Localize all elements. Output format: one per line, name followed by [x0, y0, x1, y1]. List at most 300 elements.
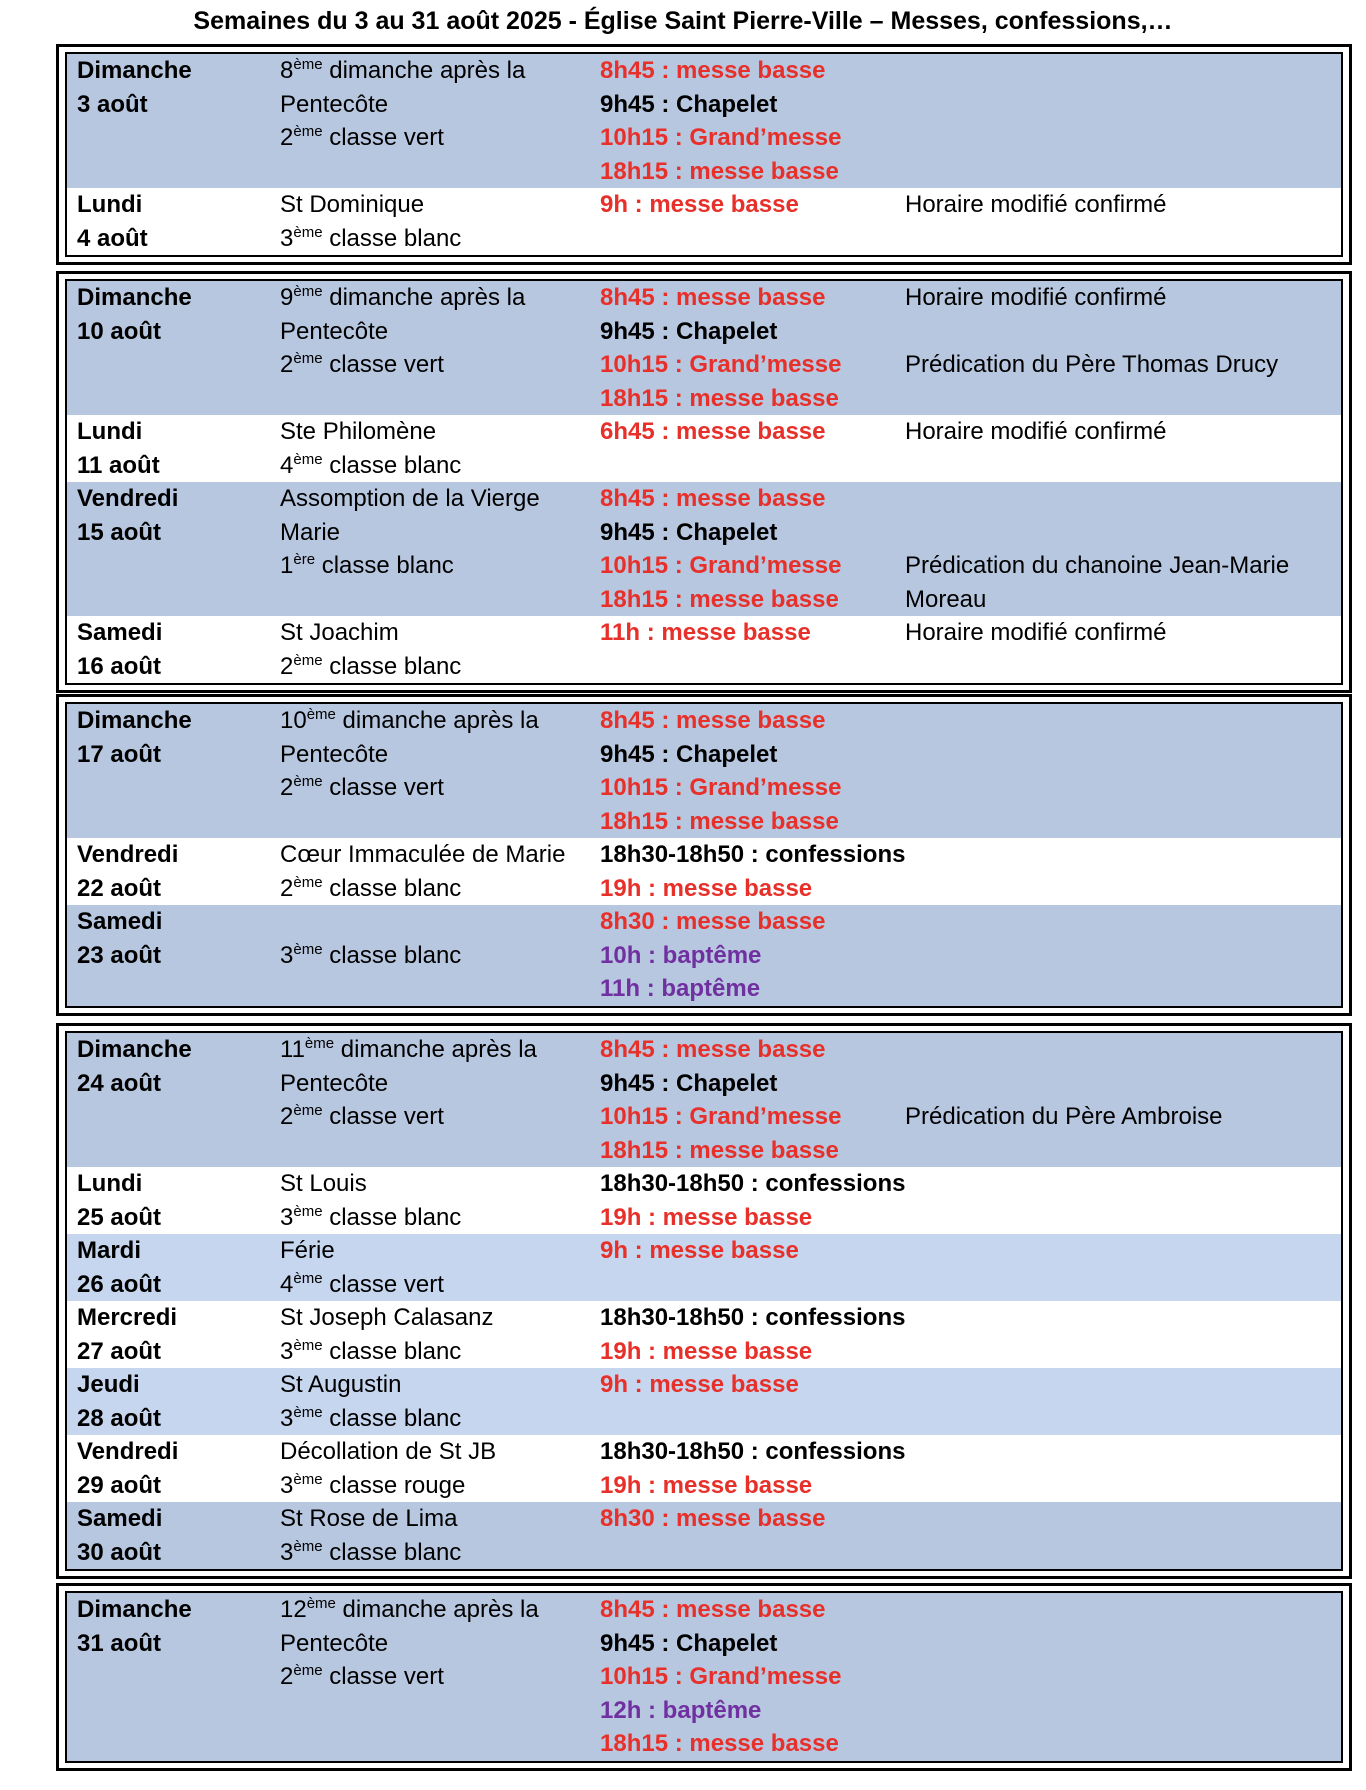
schedule-row: [67, 1167, 1341, 1234]
feast-text: dimanche après la: [322, 284, 526, 311]
feast-line: [280, 1033, 590, 1067]
day-date: 30 août: [77, 1538, 162, 1566]
times-cell: [590, 188, 895, 255]
day-date: 16 août: [77, 652, 162, 680]
note-text: [905, 482, 1341, 516]
feast-text: classe blanc: [322, 874, 462, 902]
feast-line: [280, 1368, 590, 1402]
schedule-row: [67, 616, 1341, 683]
week-table: [65, 1591, 1343, 1763]
day-name: Mercredi: [77, 1304, 178, 1331]
service-time: 18h30-18h50 : confessions: [600, 1438, 906, 1465]
notes-cell: [895, 1033, 1341, 1167]
feast-line: [280, 315, 590, 349]
notes-cell: [895, 704, 1341, 838]
feast-ordinal-suffix: ème: [293, 223, 323, 241]
feast-line: [280, 1067, 590, 1101]
feast-ordinal: 4: [280, 1270, 294, 1298]
feast-text: classe blanc: [322, 1203, 462, 1231]
feast-line: [280, 121, 590, 155]
times-cell: [590, 54, 895, 188]
feast-ordinal: 3: [280, 941, 294, 969]
service-time: 9h : messe basse: [600, 191, 799, 218]
feast-cell: [270, 1234, 590, 1301]
schedule-row: [67, 415, 1341, 482]
feast-text: dimanche après la: [335, 1596, 539, 1623]
day-cell: [67, 188, 270, 255]
schedule-row: [67, 1593, 1341, 1761]
day-date: 11 août: [77, 451, 160, 479]
feast-text: Pentecôte: [280, 740, 389, 768]
schedule-row: [67, 1502, 1341, 1569]
week-table: [65, 52, 1343, 257]
service-time: 10h15 : Grand’messe: [600, 1103, 842, 1130]
feast-text: classe blanc: [322, 941, 462, 969]
feast-ordinal-suffix: ème: [293, 1102, 323, 1119]
feast-ordinal: 3: [280, 1337, 294, 1365]
feast-line: [280, 1100, 590, 1134]
day-cell: [67, 1368, 270, 1435]
feast-text: Pentecôte: [280, 1629, 389, 1657]
feast-text: classe blanc: [315, 552, 454, 579]
service-time: 8h45 : messe basse: [600, 57, 826, 84]
times-cell: [590, 616, 895, 683]
feast-ordinal-suffix: ème: [293, 1537, 323, 1555]
notes-cell: [895, 1435, 1341, 1502]
day-name: Vendredi: [77, 841, 179, 868]
schedule-row: [67, 54, 1341, 188]
day-date: 17 août: [77, 740, 162, 768]
schedule-row: [67, 188, 1341, 255]
service-time: 9h45 : Chapelet: [600, 518, 778, 546]
feast-line: [280, 872, 590, 906]
feast-line: [280, 88, 590, 122]
week-block: [56, 271, 1352, 693]
day-name: Dimanche: [77, 1036, 192, 1063]
feast-line: [280, 222, 590, 256]
feast-text: classe vert: [322, 774, 444, 801]
feast-ordinal-suffix: ème: [293, 1336, 323, 1354]
feast-ordinal: 11: [280, 1036, 305, 1063]
feast-cell: [270, 482, 590, 616]
feast-text: classe blanc: [322, 1337, 462, 1365]
feast-ordinal-suffix: ème: [306, 706, 336, 723]
feast-line: [280, 738, 590, 772]
day-cell: [67, 616, 270, 683]
day-date: 28 août: [77, 1404, 162, 1432]
feast-ordinal-suffix: ème: [293, 1662, 323, 1679]
feast-line: [280, 771, 590, 805]
service-time: 19h : messe basse: [600, 1203, 813, 1231]
feast-ordinal: 3: [280, 1203, 294, 1231]
times-cell: [590, 838, 906, 905]
service-time: 11h : messe basse: [600, 619, 811, 646]
feast-cell: [270, 1368, 590, 1435]
feast-line: [280, 415, 590, 449]
day-cell: [67, 1234, 270, 1301]
page-title: Semaines du 3 au 31 août 2025 - Église Saint Pierre-Ville – Messes, confessions,…: [193, 7, 1173, 35]
feast-cell: [270, 616, 590, 683]
service-time: 18h30-18h50 : confessions: [600, 1170, 906, 1197]
feast-ordinal: 1: [280, 552, 294, 579]
service-time: 9h45 : Chapelet: [600, 317, 778, 345]
feast-line: [280, 449, 590, 483]
day-date: 29 août: [77, 1471, 162, 1499]
service-time: 8h30 : messe basse: [600, 1505, 826, 1532]
day-date: 31 août: [77, 1629, 162, 1657]
feast-ordinal-suffix: ème: [293, 1269, 323, 1287]
service-time: 12h : baptême: [600, 1696, 762, 1724]
day-cell: [67, 1167, 270, 1234]
feast-line: [280, 939, 590, 973]
feast-cell: [270, 838, 590, 905]
day-name: Samedi: [77, 1505, 163, 1532]
notes-cell: [895, 838, 1341, 905]
feast-line: [280, 838, 590, 872]
feast-ordinal: 4: [280, 451, 294, 479]
week-table: [65, 279, 1343, 685]
feast-line: [280, 1301, 590, 1335]
feast-ordinal-suffix: ème: [293, 350, 323, 367]
feast-line: [280, 1536, 590, 1570]
notes-cell: [895, 616, 1341, 683]
notes-cell: [895, 1368, 1341, 1435]
day-name: Dimanche: [77, 57, 192, 84]
note-text: Horaire modifié confirmé: [905, 418, 1167, 445]
day-name: Jeudi: [77, 1371, 140, 1398]
times-cell: [590, 1234, 895, 1301]
feast-ordinal-suffix: ème: [293, 450, 323, 468]
feast-text: classe blanc: [322, 224, 462, 252]
day-date: 25 août: [77, 1203, 162, 1231]
day-date: 27 août: [77, 1337, 162, 1365]
week-block: [56, 1023, 1352, 1579]
service-time: 18h15 : messe basse: [600, 1136, 839, 1164]
feast-ordinal-suffix: ème: [293, 773, 323, 790]
schedule-row: [67, 1301, 1341, 1368]
feast-text: Marie: [280, 518, 341, 546]
feast-line: [280, 482, 590, 516]
service-time: 9h45 : Chapelet: [600, 740, 778, 768]
feast-line: [280, 54, 590, 88]
times-cell: [590, 1033, 895, 1167]
day-name: Dimanche: [77, 1596, 192, 1623]
service-time: 8h45 : messe basse: [600, 485, 826, 512]
feast-ordinal-suffix: ème: [293, 873, 323, 891]
schedule-row: [67, 482, 1341, 616]
feast-cell: [270, 1301, 590, 1368]
feast-cell: [270, 1033, 590, 1167]
schedule-row: [67, 1435, 1341, 1502]
notes-cell: [895, 54, 1341, 188]
day-cell: [67, 1593, 270, 1761]
service-time: 18h15 : messe basse: [600, 1730, 839, 1757]
schedule-row: [67, 704, 1341, 838]
week-table: [65, 702, 1343, 1008]
feast-text: classe vert: [322, 1270, 444, 1298]
service-time: 9h45 : Chapelet: [600, 1069, 778, 1097]
feast-text: classe vert: [322, 1103, 444, 1130]
day-date: 24 août: [77, 1069, 162, 1097]
times-cell: [590, 1301, 906, 1368]
note-text: Prédication du Père Ambroise: [905, 1103, 1223, 1130]
feast-cell: [270, 1593, 590, 1761]
schedule-row: [67, 838, 1341, 905]
feast-ordinal-suffix: ème: [304, 1035, 335, 1052]
feast-line: [280, 281, 590, 315]
feast-line: [280, 905, 590, 939]
feast-ordinal-suffix: ème: [293, 940, 323, 958]
feast-ordinal: 2: [280, 351, 294, 378]
feast-cell: [270, 1167, 590, 1234]
feast-text: Pentecôte: [280, 90, 389, 118]
feast-text: Assomption de la Vierge: [280, 485, 540, 512]
service-time: 10h15 : Grand’messe: [600, 351, 842, 378]
service-time: 18h30-18h50 : confessions: [600, 841, 906, 868]
service-time: 8h45 : messe basse: [600, 707, 826, 734]
feast-ordinal: 3: [280, 1538, 294, 1566]
notes-cell: [895, 1502, 1341, 1569]
feast-cell: [270, 188, 590, 255]
schedule-row: [67, 905, 1341, 1006]
note-text: Prédication du chanoine Jean-Marie: [905, 552, 1290, 579]
feast-ordinal: 8: [280, 57, 294, 84]
day-cell: [67, 281, 270, 415]
feast-ordinal: 2: [280, 124, 294, 151]
feast-line: [280, 188, 590, 222]
service-time: 10h15 : Grand’messe: [600, 552, 842, 579]
feast-cell: [270, 415, 590, 482]
feast-ordinal: 2: [280, 1663, 294, 1690]
day-date: 15 août: [77, 518, 162, 546]
day-cell: [67, 1033, 270, 1167]
feast-line: [280, 704, 590, 738]
day-cell: [67, 1435, 270, 1502]
feast-text: classe vert: [322, 351, 444, 378]
notes-cell: [895, 1167, 1341, 1234]
feast-text: St Joseph Calasanz: [280, 1304, 494, 1331]
note-text: [905, 1033, 1341, 1067]
week-block: [56, 1583, 1352, 1771]
feast-ordinal: 9: [280, 284, 294, 311]
note-text: Horaire modifié confirmé: [905, 191, 1167, 218]
day-cell: [67, 482, 270, 616]
feast-line: [280, 1502, 590, 1536]
feast-line: [280, 1469, 590, 1503]
note-text: Prédication du Père Thomas Drucy: [905, 351, 1279, 378]
schedule-row: [67, 1033, 1341, 1167]
feast-text: Cœur Immaculée de Marie: [280, 841, 566, 868]
feast-line: [280, 1234, 590, 1268]
feast-ordinal: 3: [280, 224, 294, 252]
day-date: 23 août: [77, 941, 162, 969]
day-name: Dimanche: [77, 707, 192, 734]
notes-cell: [895, 1234, 1341, 1301]
times-cell: [590, 1368, 895, 1435]
service-time: 10h15 : Grand’messe: [600, 774, 842, 801]
feast-line: [280, 1167, 590, 1201]
day-date: 10 août: [77, 317, 162, 345]
note-text: [905, 315, 1341, 349]
times-cell: [590, 1167, 906, 1234]
service-time: 19h : messe basse: [600, 1337, 813, 1365]
day-cell: [67, 54, 270, 188]
times-cell: [590, 281, 895, 415]
feast-cell: [270, 1502, 590, 1569]
feast-text: dimanche après la: [322, 57, 526, 84]
feast-ordinal: 3: [280, 1471, 294, 1499]
schedule-row: [67, 281, 1341, 415]
note-text: Moreau: [905, 585, 987, 613]
feast-ordinal: 12: [280, 1596, 307, 1623]
notes-cell: [895, 1301, 1341, 1368]
feast-ordinal: 2: [280, 774, 294, 801]
notes-cell: [895, 905, 1341, 1006]
day-date: 3 août: [77, 90, 148, 118]
feast-text: Pentecôte: [280, 1069, 389, 1097]
schedule-row: [67, 1234, 1341, 1301]
notes-cell: [895, 1593, 1341, 1761]
day-date: 4 août: [77, 224, 148, 252]
service-time: 8h30 : messe basse: [600, 908, 826, 935]
times-cell: [590, 1435, 906, 1502]
feast-line: [280, 549, 590, 583]
service-time: 10h15 : Grand’messe: [600, 1663, 842, 1690]
service-time: 18h15 : messe basse: [600, 157, 839, 185]
feast-cell: [270, 54, 590, 188]
feast-line: [280, 348, 590, 382]
times-cell: [590, 1593, 895, 1761]
times-cell: [590, 704, 895, 838]
feast-ordinal: 2: [280, 652, 294, 680]
feast-cell: [270, 905, 590, 1006]
note-text: Horaire modifié confirmé: [905, 619, 1167, 646]
feast-ordinal-suffix: ème: [306, 1595, 336, 1612]
service-time: 11h : baptême: [600, 975, 761, 1002]
feast-cell: [270, 1435, 590, 1502]
feast-ordinal-suffix: ème: [293, 1202, 323, 1220]
week-block: [56, 694, 1352, 1016]
feast-text: Pentecôte: [280, 317, 389, 345]
feast-text: classe blanc: [322, 1538, 462, 1566]
times-cell: [590, 415, 895, 482]
day-name: Vendredi: [77, 485, 179, 512]
day-cell: [67, 415, 270, 482]
note-text: [905, 516, 1341, 550]
feast-text: classe blanc: [322, 451, 462, 479]
week-block: [56, 44, 1352, 265]
feast-ordinal-suffix: ème: [293, 56, 323, 73]
service-time: 9h : messe basse: [600, 1371, 799, 1398]
feast-cell: [270, 704, 590, 838]
times-cell: [590, 905, 895, 1006]
feast-text: Ste Philomène: [280, 418, 437, 445]
feast-line: [280, 1627, 590, 1661]
schedule-row: [67, 1368, 1341, 1435]
feast-line: [280, 1660, 590, 1694]
day-cell: [67, 1301, 270, 1368]
service-time: 8h45 : messe basse: [600, 1036, 826, 1063]
day-name: Lundi: [77, 191, 143, 218]
day-name: Mardi: [77, 1237, 142, 1264]
notes-cell: [895, 482, 1341, 616]
feast-ordinal: 2: [280, 1103, 294, 1130]
feast-text: classe blanc: [322, 652, 462, 680]
feast-line: [280, 1201, 590, 1235]
day-cell: [67, 704, 270, 838]
service-time: 9h : messe basse: [600, 1237, 799, 1264]
feast-ordinal-suffix: ème: [293, 1403, 323, 1421]
notes-cell: [895, 281, 1341, 415]
notes-cell: [895, 415, 1341, 482]
service-time: 10h15 : Grand’messe: [600, 124, 842, 151]
feast-ordinal: 2: [280, 874, 294, 902]
feast-text: Férie: [280, 1237, 335, 1264]
feast-ordinal-suffix: ème: [293, 1470, 323, 1488]
service-time: 18h15 : messe basse: [600, 807, 839, 835]
day-name: Lundi: [77, 418, 143, 445]
day-date: 22 août: [77, 874, 162, 902]
feast-text: St Augustin: [280, 1371, 402, 1398]
day-cell: [67, 905, 270, 1006]
service-time: 6h45 : messe basse: [600, 418, 826, 445]
feast-ordinal-suffix: ère: [293, 551, 316, 568]
service-time: 19h : messe basse: [600, 1471, 813, 1499]
feast-text: St Dominique: [280, 191, 425, 218]
day-cell: [67, 838, 270, 905]
feast-text: classe vert: [322, 1663, 444, 1690]
notes-cell: [895, 188, 1341, 255]
day-name: Dimanche: [77, 284, 192, 311]
feast-line: [280, 1593, 590, 1627]
service-time: 10h : baptême: [600, 941, 762, 969]
feast-text: classe vert: [322, 124, 444, 151]
service-time: 8h45 : messe basse: [600, 1596, 826, 1623]
feast-line: [280, 516, 590, 550]
service-time: 18h15 : messe basse: [600, 384, 839, 412]
feast-line: [280, 1402, 590, 1436]
feast-text: Décollation de St JB: [280, 1438, 497, 1465]
feast-cell: [270, 281, 590, 415]
times-cell: [590, 482, 895, 616]
note-text: Horaire modifié confirmé: [905, 284, 1167, 311]
service-time: 8h45 : messe basse: [600, 284, 826, 311]
service-time: 9h45 : Chapelet: [600, 90, 778, 118]
feast-text: classe rouge: [322, 1471, 466, 1499]
day-date: 26 août: [77, 1270, 162, 1298]
feast-line: [280, 1435, 590, 1469]
service-time: 18h15 : messe basse: [600, 585, 839, 613]
feast-line: [280, 616, 590, 650]
feast-line: [280, 1335, 590, 1369]
service-time: 19h : messe basse: [600, 874, 813, 902]
times-cell: [590, 1502, 895, 1569]
day-name: Samedi: [77, 619, 163, 646]
feast-ordinal-suffix: ème: [293, 651, 323, 669]
feast-line: [280, 1268, 590, 1302]
day-cell: [67, 1502, 270, 1569]
feast-text: St Louis: [280, 1170, 367, 1197]
service-time: 9h45 : Chapelet: [600, 1629, 778, 1657]
feast-ordinal: 3: [280, 1404, 294, 1432]
feast-text: classe blanc: [322, 1404, 462, 1432]
feast-text: dimanche après la: [335, 707, 539, 734]
day-name: Samedi: [77, 908, 163, 935]
service-time: 18h30-18h50 : confessions: [600, 1304, 906, 1331]
week-table: [65, 1031, 1343, 1571]
day-name: Lundi: [77, 1170, 143, 1197]
feast-text: St Joachim: [280, 619, 399, 646]
